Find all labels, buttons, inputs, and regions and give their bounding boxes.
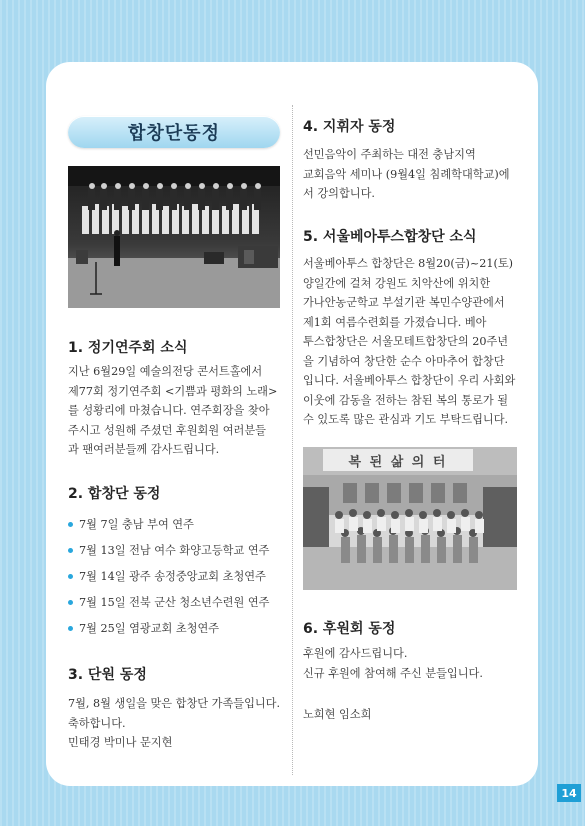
section-2-heading: 2. 합창단 동정 [68,486,161,502]
text-line: 제1회 여름수련회를 가졌습니다. 베아 [303,315,487,329]
list-item-text: 7월 25일 염광교회 초청연주 [79,622,220,635]
list-item [68,590,269,616]
text-line: 가나안농군학교 부설기관 복민수양관에서 [303,296,505,309]
section-5-heading: 5. 서울베아투스합창단 소식 [303,229,477,245]
bullet-icon [68,548,73,553]
section-4-text [303,145,517,204]
text-line: 주시고 성원해 주셨던 후원회원 여러분들 [68,423,266,437]
section-1-text [68,362,282,460]
bullet-icon [68,522,73,527]
text-line: 후원에 감사드립니다. [303,647,408,660]
list-item [68,512,269,538]
list-item [68,564,269,590]
text-line: 이웃에 감동을 전하는 참된 복의 통로가 될 [303,393,509,407]
section-4-heading: 4. 지휘자 동정 [303,119,396,135]
section-3-heading: 3. 단원 동정 [68,667,147,683]
text-line: 과 팬여러분들께 감사드립니다. [68,443,220,456]
section-5-text [303,254,517,430]
text-line: 서 강의합니다. [303,187,375,200]
bullet-icon [68,626,73,631]
text-line: 양일간에 걸쳐 강원도 치악산에 위치한 [303,276,491,290]
text-line: 축하합니다. [68,716,126,730]
concert-photo-image [68,166,280,308]
text-line: 투스합창단은 서울모테트합창단의 20주년 [303,335,509,348]
text-line: 노희현 임소희 [303,708,372,721]
schedule-list [68,512,269,642]
page-number: 14 [557,784,581,802]
section-3-text [68,694,286,753]
text-line: 서울베아투스 합창단은 8월20(금)~21(토) [303,257,514,270]
list-item-text: 7월 7일 충남 부여 연주 [79,518,194,531]
text-line: 교회음악 세미나 (9월4일 침례학대학교)에 [303,167,510,181]
text-line: 신규 후원에 참여해 주신 분들입니다. [303,666,483,680]
text-line: 제77회 정기연주회 <기쁨과 평화의 노래> [68,384,278,398]
text-line: 선민음악이 주최하는 대전 충남지역 [303,148,476,161]
section-6-heading: 6. 후원회 동정 [303,621,396,637]
text-line: 수 있도록 많은 관심과 기도 부탁드립니다. [303,413,509,426]
group-photo [303,447,517,590]
text-line: 입니다. 서울베아투스 합창단이 우리 사회와 [303,374,516,387]
section-6-text [303,644,517,683]
column-divider [292,105,293,775]
bullet-icon [68,600,73,605]
concert-photo [68,166,280,308]
list-item-text: 7월 15일 전북 군산 청소년수련원 연주 [79,596,270,609]
page-title: 합창단동정 [68,116,280,148]
list-item [68,538,269,564]
bullet-icon [68,574,73,579]
text-line: 를 성황리에 마쳤습니다. 연주회장을 찾아 [68,404,270,417]
section-1-heading: 1. 정기연주회 소식 [68,340,188,356]
list-item-text: 7월 13일 전남 여수 화양고등학교 연주 [79,544,270,557]
list-item [68,616,269,642]
text-line: 지난 6월29일 예술의전당 콘서트홀에서 [68,365,263,378]
text-line: 7월, 8월 생일을 맞은 합창단 가족들입니다. [68,697,281,710]
building-sign: 복 된 삶 의 터 [348,455,448,470]
text-line: 을 기념하여 창단한 순수 아마추어 합창단 [303,354,505,368]
text-line: 민태경 박미나 문지현 [68,736,173,749]
list-item-text: 7월 14일 광주 송정중앙교회 초청연주 [79,570,266,583]
supporter-names [303,705,517,725]
